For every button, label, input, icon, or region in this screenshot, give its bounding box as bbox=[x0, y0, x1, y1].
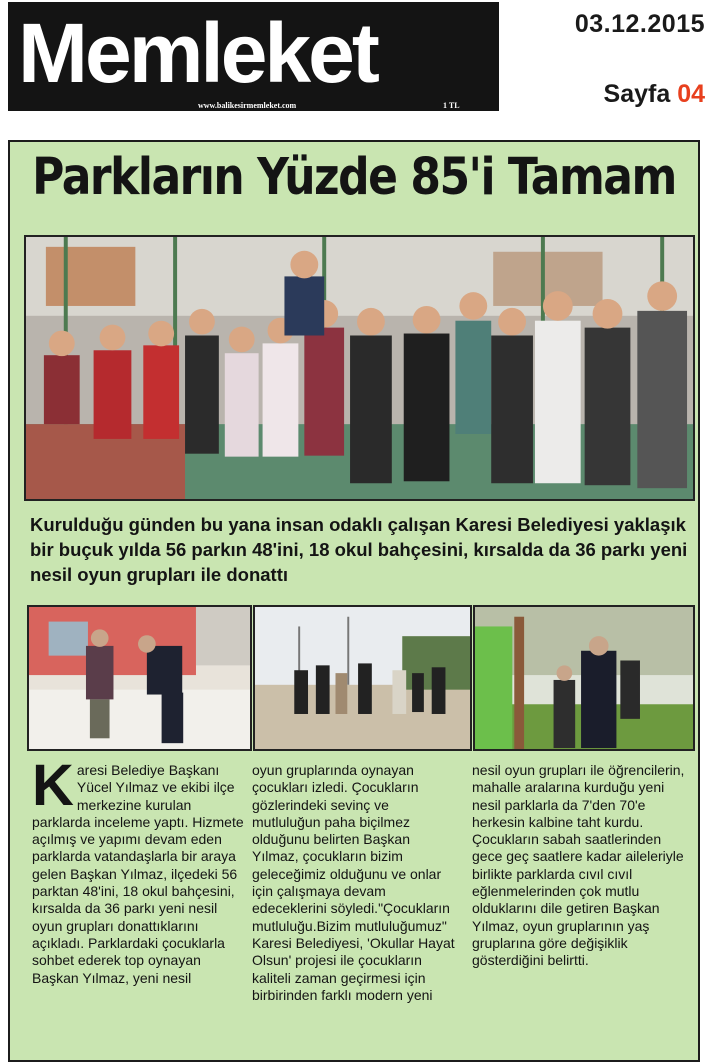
masthead bbox=[8, 2, 499, 111]
photo-1-illustration bbox=[29, 607, 250, 749]
photo-3-illustration bbox=[475, 607, 693, 749]
page-number: 04 bbox=[677, 80, 705, 108]
page-label bbox=[604, 80, 705, 109]
newspaper-logo: Memleket bbox=[18, 6, 377, 100]
headline: Parkların Yüzde 85'i Tamam bbox=[32, 148, 676, 207]
lead-paragraph: Kurulduğu günden bu yana insan odaklı çalışan Karesi Belediyesi yaklaşık bir buçuk yılda 56 parkın 48'ini, 18 okul bahçesini, kırsalda da 36 parkı yeni nesil oyun grupları ile donattı bbox=[30, 514, 688, 585]
body-text-3: nesil oyun grupları ile öğrencilerin, mahalle aralarına kurduğu yeni nesil parklarla da 7'den 70'e herkesin kalbine taht kurdu. Çocukların sabah saatlerinden gece geç saatlere kadar aileleriyle birlikte parklarda cıvıl cıvıl eğlenmelerinden çok mutlu olduklarını dile getiren Başkan Yılmaz, oyun gruplarının yaş gruplarına göre değişiklik gösterdiğini belirtti. bbox=[472, 762, 685, 969]
main-photo-illustration bbox=[26, 237, 693, 499]
body-column-3 bbox=[472, 762, 690, 970]
body-text-1: aresi Belediye Başkanı Yücel Yılmaz ve ekibi ilçe merkezine kurulan parklarda inceleme yaptı. Hizmete açılmış ve yapımı devam eden parklarda vatandaşlarla bir araya gelen Başkan Yılmaz, ilçedeki 56 parktan 48'ini, 18 okul bahçesini, kırsalda da 36 parkı yeni nesil oyun grupları donattıklarını açıkladı. Parklardaki çocuklarla sohbet ederek top oynayan Başkan Yılmaz, yeni nesil bbox=[32, 762, 244, 986]
photo-mayor-greeting-woman bbox=[27, 605, 252, 751]
body-column-1 bbox=[32, 753, 244, 987]
drop-cap: K bbox=[32, 753, 74, 818]
issue-date: 03.12.2015 bbox=[574, 10, 705, 38]
photo-mayor-in-playground bbox=[473, 605, 695, 751]
page-prefix: Sayfa bbox=[603, 80, 671, 108]
website-url: www.balikesirmemleket.com bbox=[198, 101, 297, 110]
photo-officials-walking bbox=[253, 605, 472, 751]
main-photo-children-in-park bbox=[24, 235, 695, 501]
body-text-2: oyun gruplarında oynayan çocukları izledi. Çocukların gözlerindeki sevinç ve mutluluğun paha biçilmez olduğunu belirten Başkan Yılmaz, çocukların bizim geleceğimiz olduğunu ve onlar için çalışmaya devam edeceklerini söyledi."Çocukların mutluluğu.Bizim mutluluğumuz" Karesi Belediyesi, 'Okullar Hayat Olsun' projesi ile çocukların kaliteli zaman geçirmesi için birbirinden farklı modern yeni bbox=[252, 762, 455, 1003]
photo-2-illustration bbox=[255, 607, 470, 749]
article-box bbox=[8, 140, 700, 1062]
issue-price: 1 TL bbox=[443, 101, 460, 110]
body-column-2 bbox=[252, 762, 460, 1004]
